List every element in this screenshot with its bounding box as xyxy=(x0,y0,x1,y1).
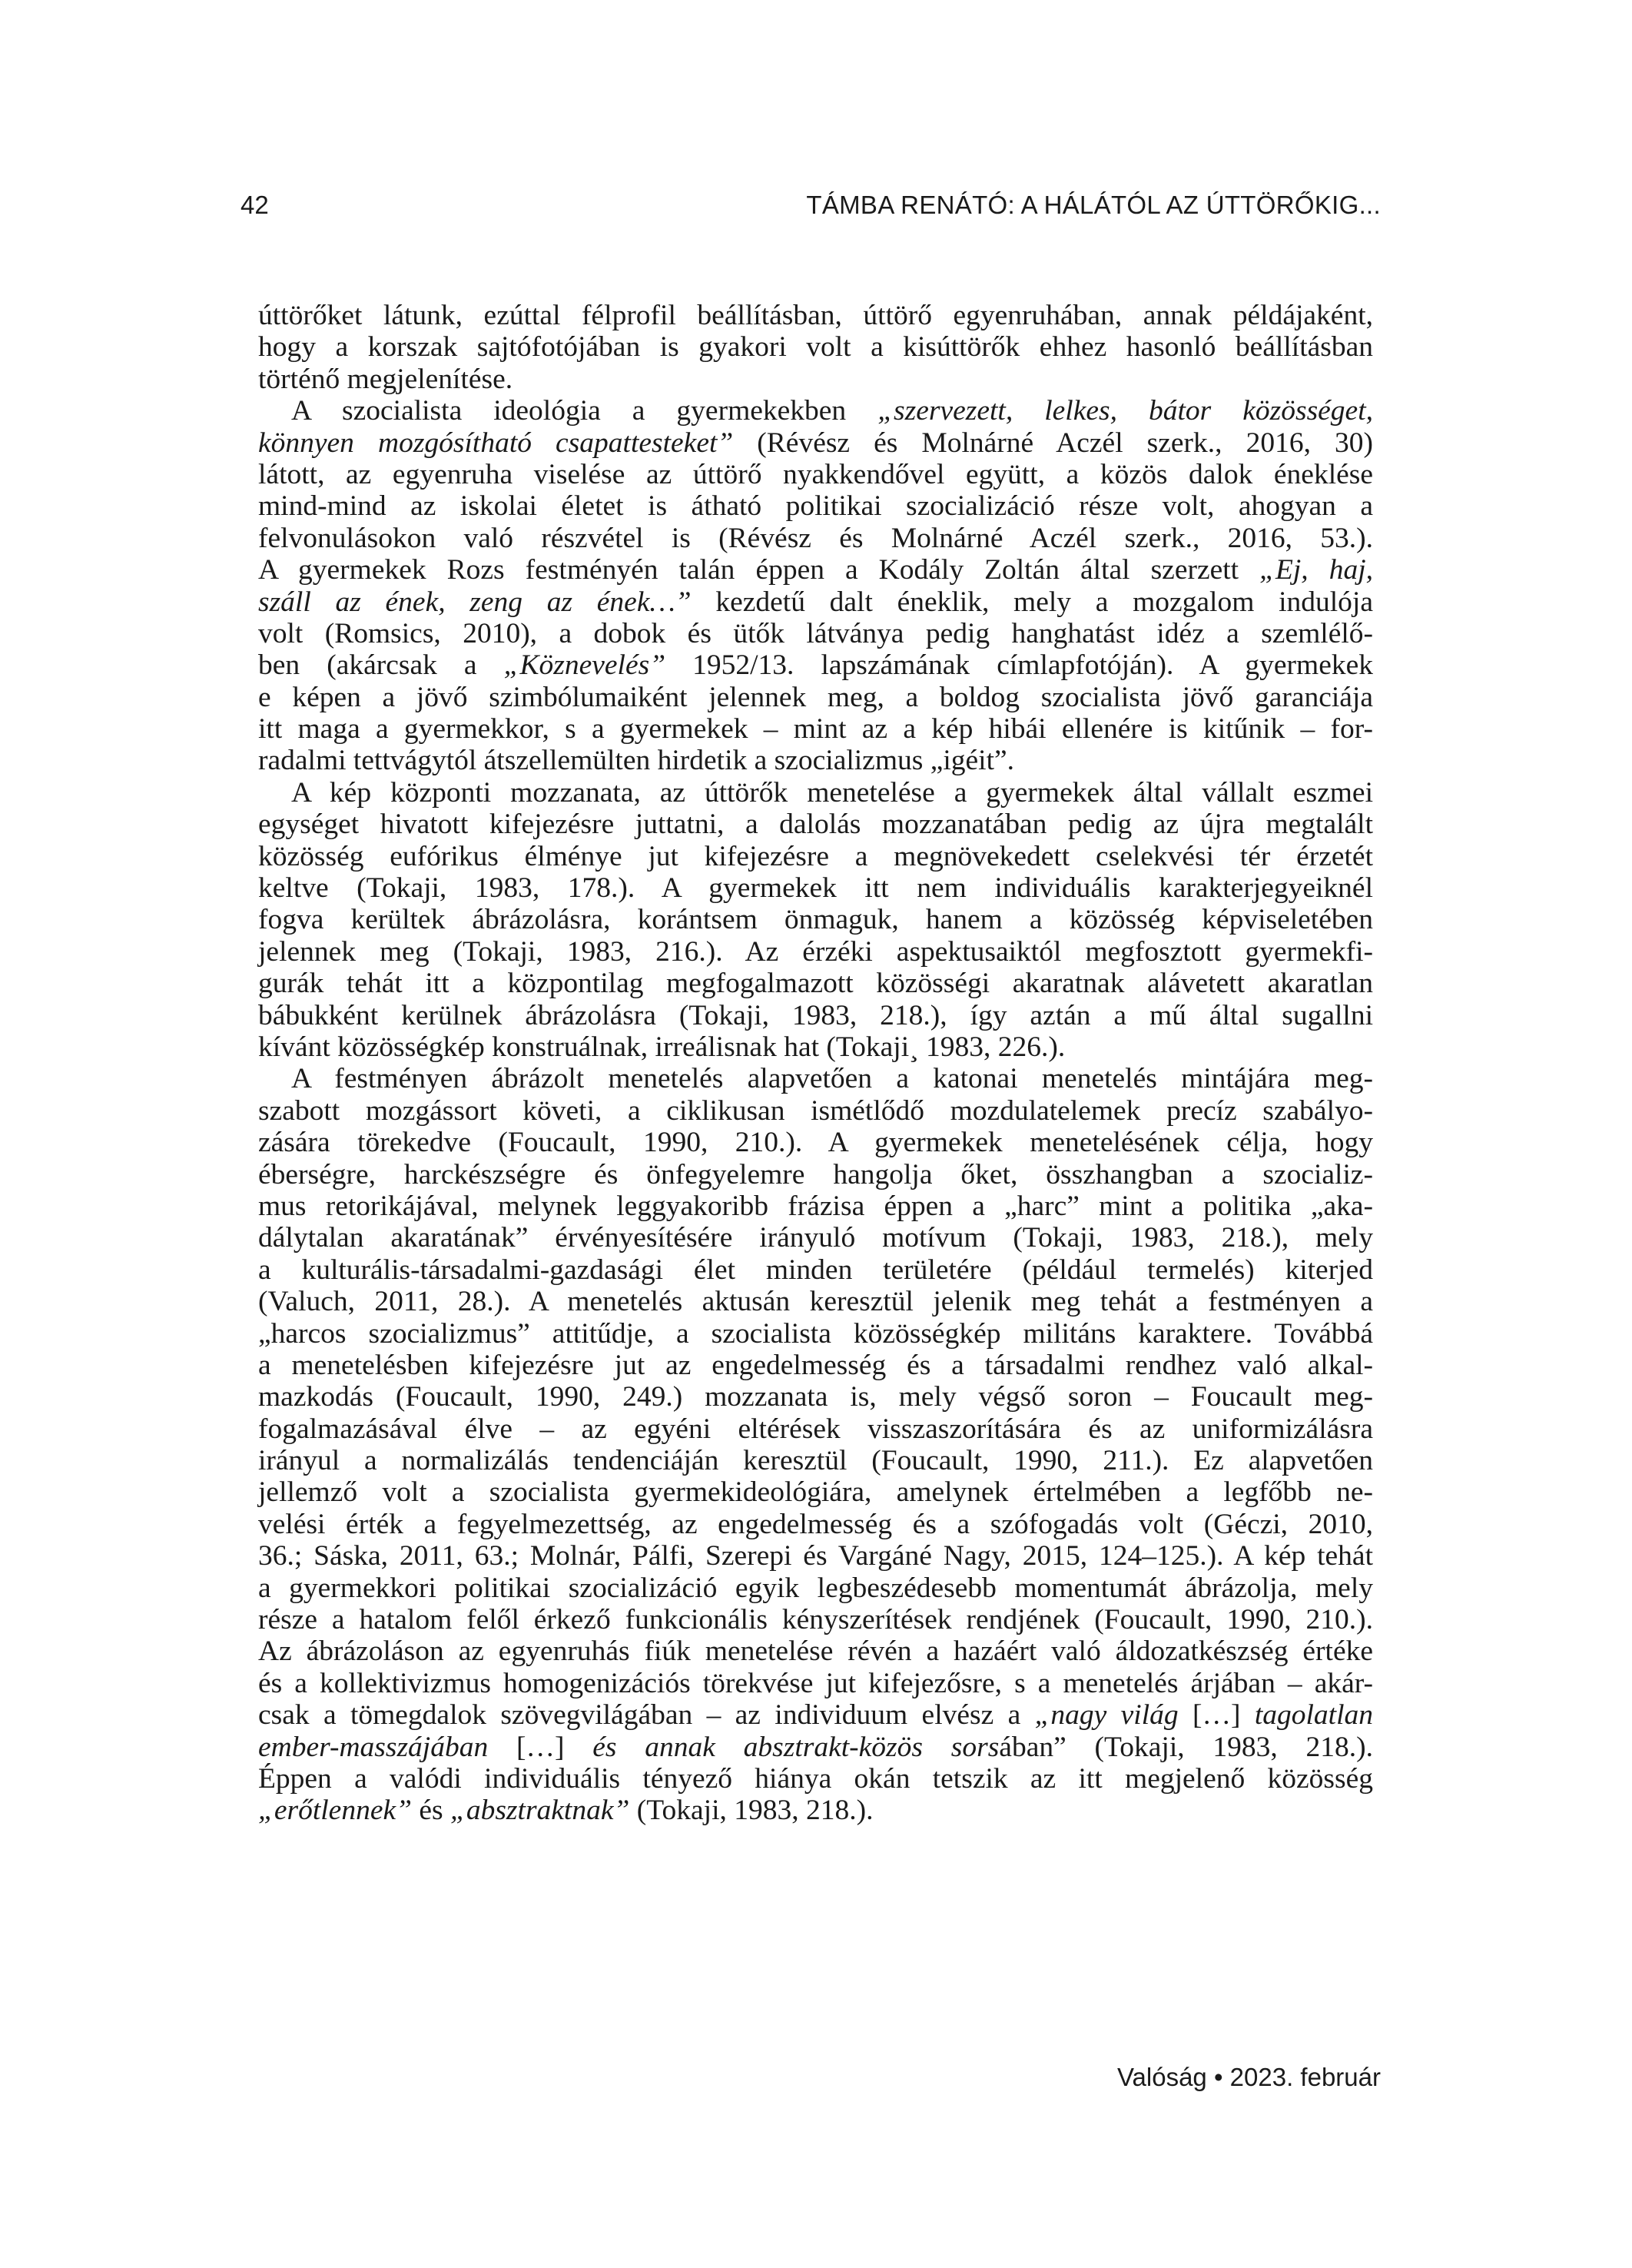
text-line xyxy=(258,968,1373,999)
text-line xyxy=(258,1635,1373,1667)
text-line xyxy=(258,1509,1373,1540)
running-title: TÁMBA RENÁTÓ: A HÁLÁTÓL AZ ÚTTÖRŐKIG... xyxy=(806,191,1381,219)
text-line xyxy=(258,936,1373,968)
text-line xyxy=(258,459,1373,490)
text-line xyxy=(258,1254,1373,1286)
text-line xyxy=(258,1381,1373,1413)
text-line xyxy=(258,1572,1373,1604)
italic-quote: és annak absztrakt-közös sors xyxy=(592,1731,1000,1763)
text-segment: itt maga a gyermekkor, s a gyermekek – mint az a kép hibái ellenére is kitűnik – for- xyxy=(258,713,1373,745)
paragraph xyxy=(258,395,1373,777)
text-segment: és xyxy=(411,1795,450,1827)
text-line xyxy=(258,777,1373,809)
text-line xyxy=(258,1604,1373,1635)
text-line xyxy=(258,1031,1373,1063)
text-line xyxy=(258,427,1373,459)
text-segment: bábukként kerülnek ábrázolásra (Tokaji, 1983, 218.), így aztán a mű által sugallni xyxy=(258,999,1373,1031)
text-segment: A festményen ábrázolt menetelés alapvetően a katonai menetelés mintájára meg- xyxy=(291,1063,1373,1095)
text-segment: volt (Romsics, 2010), a dobok és ütők látványa pedig hanghatást idéz a szemlélő- xyxy=(258,617,1373,649)
text-segment: radalmi tettvágytól átszellemülten hirdetik a szocializmus „igéit”. xyxy=(258,745,1015,777)
text-line xyxy=(258,1350,1373,1381)
article-body xyxy=(258,300,1373,1827)
text-line xyxy=(258,1127,1373,1158)
text-line xyxy=(258,745,1373,776)
text-line xyxy=(258,586,1373,618)
text-line xyxy=(258,1318,1373,1350)
text-segment: e képen a jövő szimbólumaiként jelennek meg, a boldog szocialista jövő garanciája xyxy=(258,681,1373,713)
text-line xyxy=(258,523,1373,554)
text-segment: A szocialista ideológia a gyermekekben xyxy=(291,395,878,427)
text-segment: kezdetű dalt éneklik, mely a mozgalom indulója xyxy=(691,586,1373,618)
text-line xyxy=(258,1159,1373,1190)
text-segment: (Valuch, 2011, 28.). A menetelés aktusán keresztül jelenik meg tehát a festményen a xyxy=(258,1286,1373,1318)
text-line xyxy=(258,1286,1373,1317)
text-segment: 36.; Sáska, 2011, 63.; Molnár, Pálfi, Szerepi és Vargáné Nagy, 2015, 124–125.). A kép tehát xyxy=(258,1540,1373,1572)
italic-quote: „erőtlennek” xyxy=(258,1795,412,1827)
italic-quote: „szervezett, lelkes, bátor közösséget, xyxy=(877,395,1373,427)
italic-quote: „Köznevelés” xyxy=(503,649,666,682)
text-line xyxy=(258,1795,1373,1826)
text-segment: és a kollektivizmus homogenizációs törekvése jut kifejezősre, s a menetelés árjában – akár- xyxy=(258,1667,1373,1699)
text-segment: A kép központi mozzanata, az úttörők menetelése a gyermekek által vállalt eszmei xyxy=(291,776,1373,809)
italic-quote: „Ej, haj, xyxy=(1259,554,1373,586)
text-segment: része a hatalom felől érkező funkcionális kényszerítések rendjének (Foucault, 1990, 210.). xyxy=(258,1604,1373,1636)
text-line xyxy=(258,1413,1373,1445)
text-segment: mazkodás (Foucault, 1990, 249.) mozzanata is, mely végső soron – Foucault meg- xyxy=(258,1381,1373,1413)
page-number: 42 xyxy=(240,191,269,219)
text-segment: A gyermekek Rozs festményén talán éppen a Kodály Zoltán által szerzett xyxy=(258,554,1260,586)
text-line xyxy=(258,904,1373,935)
text-line xyxy=(258,1763,1373,1795)
text-segment: jelennek meg (Tokaji, 1983, 216.). Az érzéki aspektusaiktól megfosztott gyermekfi- xyxy=(258,935,1373,968)
text-segment: „harcos szocializmus” attitűdje, a szocialista közösségkép militáns karaktere. Továbbá xyxy=(258,1317,1373,1350)
text-segment: jellemző volt a szocialista gyermekideológiára, amelynek értelmében a legfőbb ne- xyxy=(258,1476,1373,1509)
text-line xyxy=(258,554,1373,586)
text-line xyxy=(258,649,1373,681)
text-segment: 1952/13. lapszámának címlapfotóján). A gyermekek xyxy=(665,649,1373,682)
text-line xyxy=(258,1540,1373,1572)
text-line xyxy=(258,1063,1373,1094)
paragraph xyxy=(258,300,1373,395)
text-segment: szabott mozgássort követi, a ciklikusan ismétlődő mozdulatelemek precíz szabályo- xyxy=(258,1094,1373,1127)
text-line xyxy=(258,1445,1373,1476)
text-segment: Éppen a valódi individuális tényező hiánya okán tetszik az itt megjelenő közösség xyxy=(258,1762,1373,1795)
text-segment: ben (akárcsak a xyxy=(258,649,504,682)
text-segment: csak a tömegdalok szövegvilágában – az individuum elvész a xyxy=(258,1699,1035,1732)
text-line xyxy=(258,1668,1373,1699)
text-line xyxy=(258,331,1373,363)
text-line xyxy=(258,618,1373,649)
text-line xyxy=(258,1476,1373,1508)
journal-footer: Valóság • 2023. február xyxy=(1116,2063,1381,2091)
text-segment: hogy a korszak sajtófotójában is gyakori volt a kisúttörők ehhez hasonló beállításban xyxy=(258,331,1373,364)
text-line xyxy=(258,300,1373,331)
text-segment: közösség eufórikus élménye jut kifejezésre a megnövekedett cselekvési tér érzetét xyxy=(258,840,1373,872)
text-segment: látott, az egyenruha viselése az úttörő nyakkendővel együtt, a közös dalok éneklése xyxy=(258,458,1373,490)
text-segment: éberségre, harckészségre és önfegyelemre hangolja őket, összhangban a szocializ- xyxy=(258,1158,1373,1190)
text-segment: kívánt közösségkép konstruálnak, irreálisnak hat (Tokaji¸ 1983, 226.). xyxy=(258,1031,1066,1063)
text-segment: irányul a normalizálás tendenciáján keresztül (Foucault, 1990, 211.). Ez alapvetően xyxy=(258,1445,1373,1477)
text-segment: keltve (Tokaji, 1983, 178.). A gyermekek itt nem individuális karakterjegyeiknél xyxy=(258,872,1373,905)
text-segment: felvonulásokon való részvétel is (Révész és Molnárné Aczél szerk., 2016, 53.). xyxy=(258,522,1373,554)
paragraph xyxy=(258,1063,1373,1826)
text-line xyxy=(258,395,1373,427)
text-line xyxy=(258,490,1373,522)
text-line xyxy=(258,713,1373,745)
text-segment: úttörőket látunk, ezúttal félprofil beállításban, úttörő egyenruhában, annak példájaként, xyxy=(258,300,1373,331)
text-line xyxy=(258,1732,1373,1763)
italic-quote: száll az ének, zeng az ének…” xyxy=(258,586,692,618)
text-line xyxy=(258,1095,1373,1127)
text-line xyxy=(258,1000,1373,1031)
text-segment: Az ábrázoláson az egyenruhás fiúk menetelése révén a hazáért való áldozatkészség értéke xyxy=(258,1635,1373,1668)
text-segment: gurák tehát itt a központilag megfogalmazott közösségi akaratnak alávetett akaratlan xyxy=(258,968,1373,1000)
text-segment: a kulturális-társadalmi-gazdasági élet minden területére (például termelés) kiterjed xyxy=(258,1254,1373,1286)
text-segment: dálytalan akaratának” érvényesítésére irányuló motívum (Tokaji, 1983, 218.), mely xyxy=(258,1222,1373,1254)
italic-quote: „absztraktnak” xyxy=(449,1795,630,1827)
text-segment: […] xyxy=(488,1731,593,1763)
italic-quote: könnyen mozgósítható csapattesteket” xyxy=(258,427,734,459)
text-line xyxy=(258,872,1373,904)
text-line xyxy=(258,809,1373,840)
text-line xyxy=(258,1222,1373,1254)
text-segment: (Tokaji, 1983, 218.). xyxy=(629,1795,874,1827)
text-segment: fogva kerültek ábrázolásra, korántsem önmaguk, hanem a közösség képviseletében xyxy=(258,904,1373,936)
text-segment: ában” (Tokaji, 1983, 218.). xyxy=(999,1731,1374,1763)
text-segment: fogalmazásával élve – az egyéni eltérések visszaszorítására és az uniformizálásra xyxy=(258,1413,1373,1445)
text-segment: (Révész és Molnárné Aczél szerk., 2016, 30) xyxy=(733,427,1373,459)
text-segment: mind-mind az iskolai életet is átható politikai szocializáció része volt, ahogyan a xyxy=(258,490,1373,523)
italic-quote: ember-masszájában xyxy=(258,1731,489,1763)
text-segment: mus retorikájával, melynek leggyakoribb frázisa éppen a „harc” mint a politika „aka- xyxy=(258,1190,1373,1222)
italic-quote: tagolatlan xyxy=(1254,1699,1373,1732)
text-segment: velési érték a fegyelmezettség, az engedelmesség és a szófogadás volt (Géczi, 2010, xyxy=(258,1508,1373,1540)
text-line xyxy=(258,1190,1373,1222)
text-line xyxy=(258,682,1373,713)
text-line xyxy=(258,1699,1373,1731)
text-segment: a gyermekkori politikai szocializáció egyik legbeszédesebb momentumát ábrázolja, mely xyxy=(258,1572,1373,1604)
text-segment: […] xyxy=(1178,1699,1255,1732)
text-line xyxy=(258,841,1373,872)
paragraph xyxy=(258,777,1373,1064)
italic-quote: „nagy világ xyxy=(1034,1699,1179,1732)
text-segment: egységet hivatott kifejezésre juttatni, a dalolás mozzanatában pedig az újra megtalált xyxy=(258,809,1373,841)
text-line xyxy=(258,364,1373,395)
text-segment: történő megjelenítése. xyxy=(258,363,513,395)
text-segment: zására törekedve (Foucault, 1990, 210.). A gyermekek menetelésének célja, hogy xyxy=(258,1127,1373,1159)
text-segment: a menetelésben kifejezésre jut az engedelmesség és a társadalmi rendhez való alkal- xyxy=(258,1349,1373,1381)
